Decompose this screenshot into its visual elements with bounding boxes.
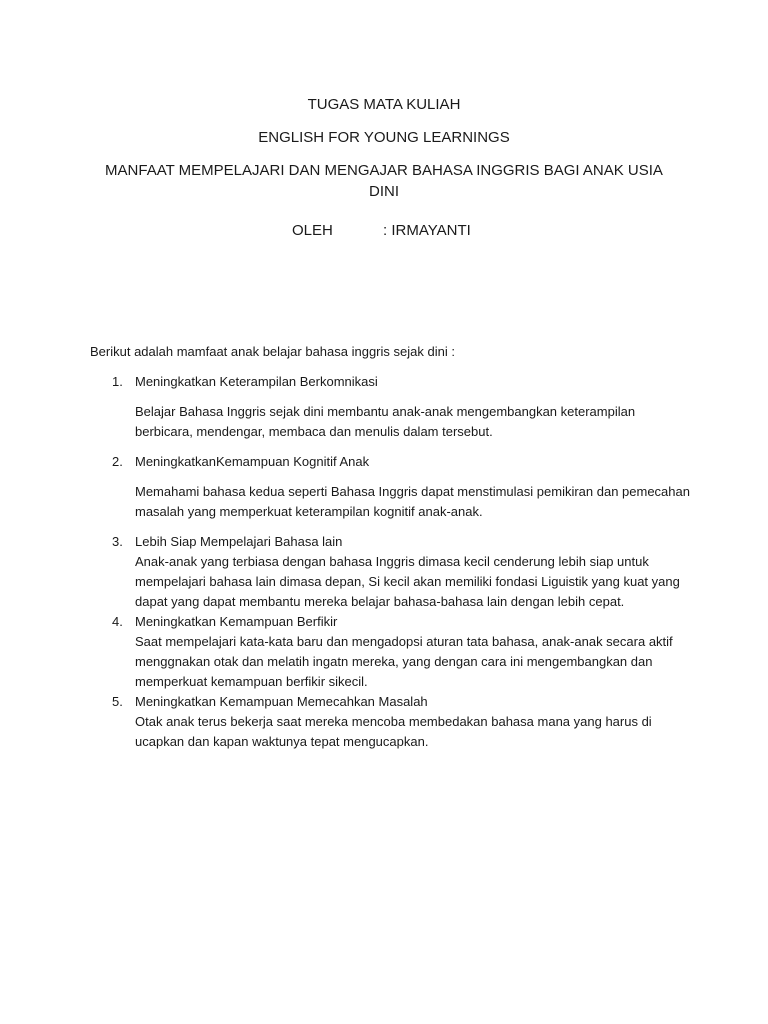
list-item-number: 5. [112, 694, 123, 709]
list-item-description: Belajar Bahasa Inggris sejak dini membantu anak-anak mengembangkan keterampilan berbicara, mendengar, membaca dan menulis dalam tersebut. [135, 404, 636, 439]
list-item-heading: Meningkatkan Kemampuan Berfikir [135, 614, 338, 629]
list-item-number: 3. [112, 534, 123, 549]
document-title: MANFAAT MEMPELAJARI DAN MENGAJAR BAHASA INGGRIS BAGI ANAK USIA DINI [105, 162, 663, 200]
title-block [90, 94, 678, 216]
list-item-number: 1. [112, 374, 123, 389]
list-item [90, 532, 690, 612]
list-item-description: Otak anak terus bekerja saat mereka mencoba membedakan bahasa mana yang harus di ucapkan dan kapan waktunya tepat mengucapkan. [135, 714, 652, 749]
author-name: : IRMAYANTI [383, 222, 471, 239]
list-item [90, 452, 690, 522]
list-item-description: Saat mempelajari kata-kata baru dan mengadopsi aturan tata bahasa, anak-anak secara aktif menggnakan otak dan melatih ingatn mereka, yang dengan cara ini mengembangkan dan memperkuat kemampuan berfikir sikecil. [135, 634, 673, 689]
course-title: TUGAS MATA KULIAH [307, 96, 461, 113]
benefit-list [90, 372, 690, 752]
list-item-heading: MeningkatkanKemampuan Kognitif Anak [135, 454, 370, 469]
document-body [90, 342, 690, 752]
list-item-heading: Meningkatkan Kemampuan Memecahkan Masalah [135, 694, 428, 709]
list-item [90, 372, 690, 442]
list-item-description: Memahami bahasa kedua seperti Bahasa Inggris dapat menstimulasi pemikiran dan pemecahan masalah yang memperkuat keterampilan kognitif anak-anak. [135, 484, 690, 519]
list-item-number: 2. [112, 454, 123, 469]
intro-paragraph: Berikut adalah mamfaat anak belajar bahasa inggris sejak dini : [90, 344, 455, 359]
list-item [90, 612, 690, 692]
course-name: ENGLISH FOR YOUNG LEARNINGS [258, 129, 510, 146]
author-label: OLEH [292, 222, 333, 239]
list-item-description: Anak-anak yang terbiasa dengan bahasa Inggris dimasa kecil cenderung lebih siap untuk mempelajari bahasa lain dimasa depan, Si kecil akan memiliki fondasi Liguistik yang kuat yang dapat yang dapat membantu mereka belajar bahasa-bahasa lain dengan lebih cepat. [135, 554, 680, 609]
list-item [90, 692, 690, 752]
list-item-heading: Meningkatkan Keterampilan Berkomnikasi [135, 374, 378, 389]
list-item-number: 4. [112, 614, 123, 629]
author-line [0, 222, 768, 244]
list-item-heading: Lebih Siap Mempelajari Bahasa lain [135, 534, 343, 549]
